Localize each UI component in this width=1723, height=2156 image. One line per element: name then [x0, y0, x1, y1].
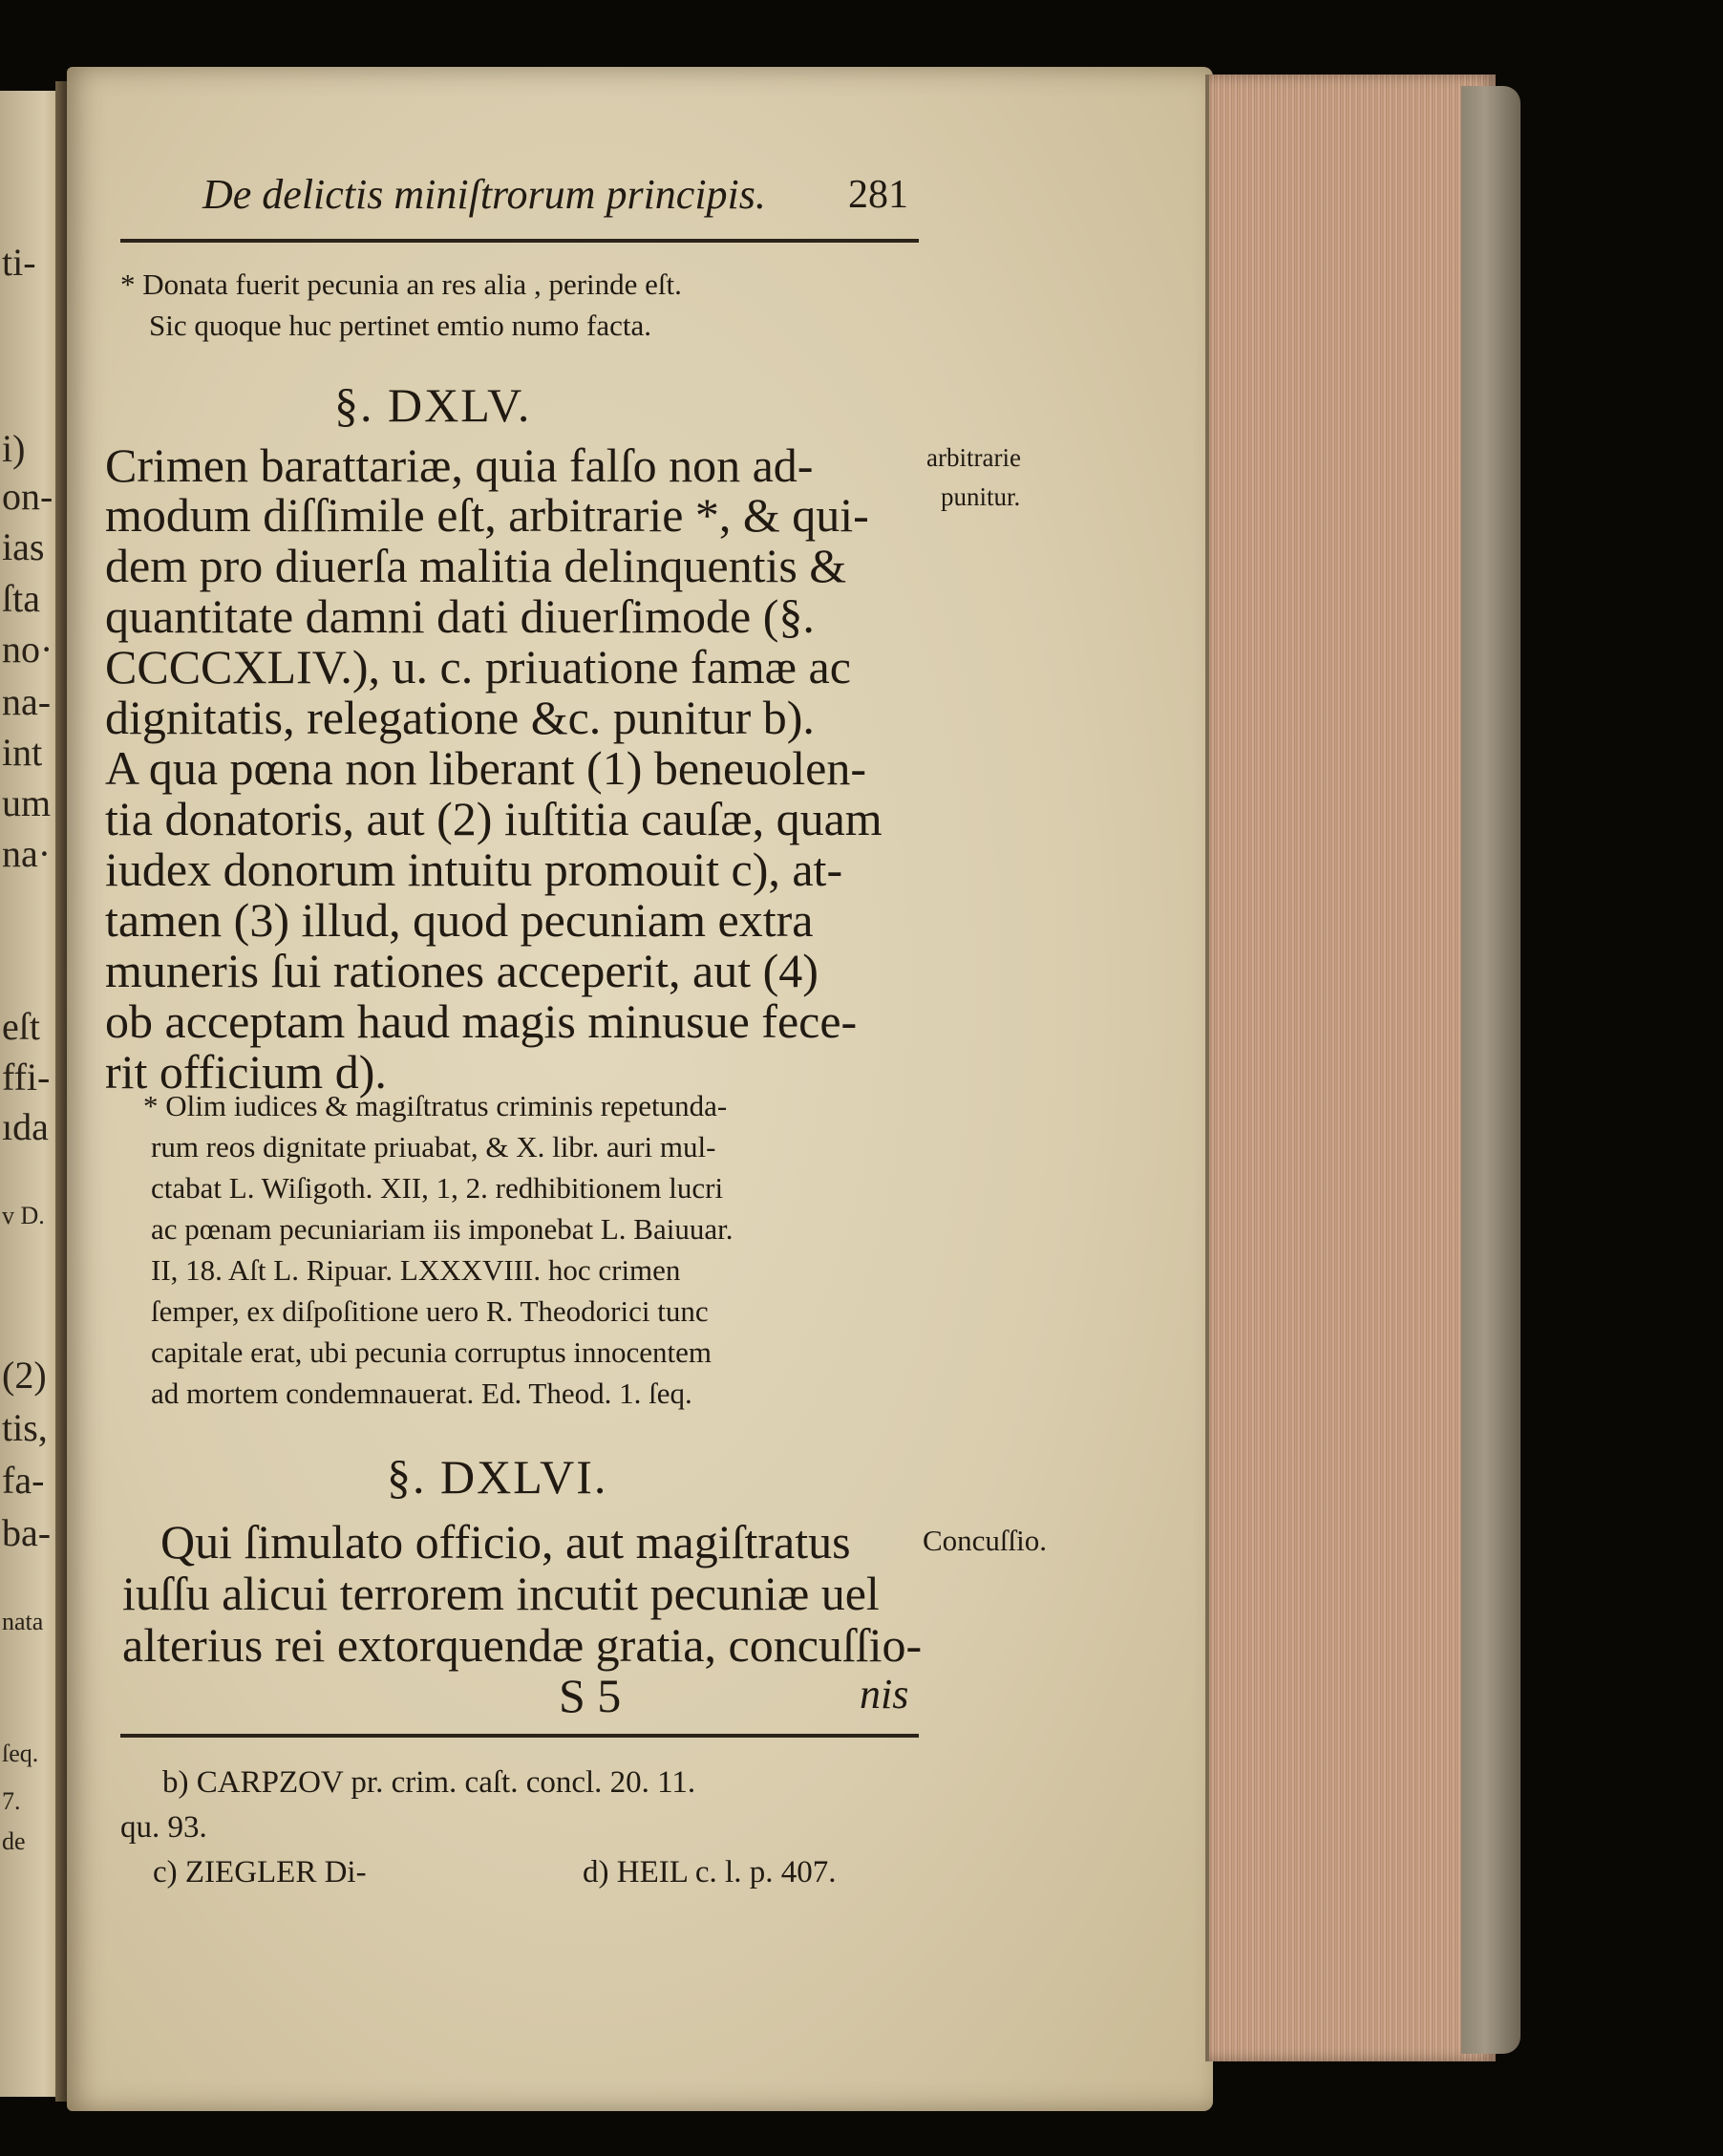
- margin-note: Concuſſio.: [923, 1524, 1048, 1557]
- footnote-top-line: * Donata fuerit pecunia an res alia , perinde eſt.: [120, 267, 682, 301]
- left-page-fragment: (2): [2, 1354, 47, 1397]
- body-line: dignitatis, relegatione &c. punitur b).: [105, 691, 815, 744]
- body-line: tamen (3) illud, quod pecuniam extra: [105, 893, 814, 947]
- citation-line: c) ZIEGLER Di-: [153, 1855, 367, 1889]
- body-line: iudex donorum intuitu promouit c), at-: [105, 843, 843, 896]
- page-number: 281: [848, 173, 908, 217]
- footnote-line: ad mortem condemnauerat. Ed. Theod. 1. ſeq.: [151, 1377, 692, 1410]
- running-head: De delictis miniſtrorum principis.: [202, 171, 766, 218]
- left-page-fragment: ti-: [2, 241, 36, 284]
- citation-line: qu. 93.: [120, 1810, 207, 1845]
- body-line: quantitate damni dati diuerſimode (§.: [105, 589, 815, 643]
- body-line: muneris ſui rationes acceperit, aut (4): [105, 944, 819, 997]
- footnote-line: capitale erat, ubi pecunia corruptus innocentem: [151, 1335, 713, 1369]
- catchword: nis: [860, 1671, 909, 1718]
- body-line: alterius rei extorquendæ gratia, concuſſio-: [122, 1618, 923, 1672]
- left-page-fragment: na-: [2, 680, 52, 723]
- citation-line: d) HEIL c. l. p. 407.: [583, 1855, 837, 1889]
- left-page-fragment: um: [2, 781, 52, 824]
- left-page-fragment: no·: [2, 628, 53, 671]
- footnote-line: rum reos dignitate priuabat, & X. libr. auri mul-: [151, 1130, 716, 1163]
- page-edges: [1205, 75, 1496, 2061]
- body-line: tia donatoris, aut (2) iuſtitia cauſæ, quam: [105, 792, 883, 845]
- left-page-fragment: eſt: [2, 1005, 40, 1048]
- body-line: A qua pœna non liberant (1) beneuolen-: [105, 741, 866, 795]
- book-cover-edge: [1461, 86, 1521, 2054]
- left-page-fragment: nata: [2, 1608, 44, 1635]
- left-page-fragment: 7.: [2, 1787, 21, 1815]
- body-line: rit officium d).: [105, 1045, 387, 1099]
- body-line: iuſſu alicui terrorem incutit pecuniæ uel: [122, 1567, 880, 1620]
- left-page-fragment: on-: [2, 475, 53, 518]
- left-page-fragment: ıda: [2, 1105, 49, 1148]
- section-heading: §. DXLV.: [334, 378, 532, 432]
- left-page-fragment: ias: [2, 525, 45, 568]
- left-page-fragment: ſeq.: [2, 1740, 39, 1767]
- left-page-fragment: ffi-: [2, 1056, 51, 1099]
- head-rule: [120, 239, 919, 243]
- footer-rule: [120, 1734, 919, 1738]
- body-line: Crimen barattariæ, quia falſo non ad-: [105, 438, 814, 492]
- section-heading: §. DXLVI.: [387, 1450, 608, 1504]
- left-page-fragment: fa-: [2, 1459, 45, 1502]
- left-page-fragment: ba-: [2, 1511, 52, 1554]
- left-page-fragment: v D.: [2, 1202, 45, 1229]
- signature-mark: S 5: [559, 1669, 622, 1722]
- left-page-fragment: tis,: [2, 1406, 48, 1449]
- left-page-fragment: ſta: [2, 577, 40, 620]
- footnote-line: ac pœnam pecuniariam iis imponebat L. Baiuuar.: [151, 1212, 734, 1246]
- footnote-line: II, 18. Aſt L. Ripuar. LXXXVIII. hoc crimen: [151, 1253, 681, 1287]
- citation-line: b) CARPZOV pr. crim. caſt. concl. 20. 11.: [162, 1765, 696, 1800]
- body-line: CCCCXLIV.), u. c. priuatione famæ ac: [105, 640, 851, 694]
- body-line: modum diſſimile eſt, arbitrarie *, & qui-: [105, 488, 869, 542]
- body-line: dem pro diuerſa malitia delinquentis &: [105, 539, 847, 592]
- left-page-fragment: de: [2, 1827, 26, 1855]
- footnote-line: ctabat L. Wiſigoth. XII, 1, 2. redhibitionem lucri: [151, 1171, 724, 1205]
- footnote-line: ſemper, ex diſpoſitione uero R. Theodorici tunc: [151, 1294, 709, 1328]
- facing-page-left: [0, 91, 63, 2097]
- margin-note: arbitrarie: [926, 443, 1021, 472]
- left-page-fragment: na·: [2, 832, 52, 875]
- left-page-fragment: int: [2, 731, 43, 774]
- footnote-line: * Olim iudices & magiſtratus criminis repetunda-: [143, 1089, 728, 1122]
- margin-note: punitur.: [941, 482, 1021, 511]
- left-page-fragment: i): [2, 427, 26, 470]
- footnote-top-line: Sic quoque huc pertinet emtio numo facta.: [149, 309, 651, 342]
- body-line: ob acceptam haud magis minusue fece-: [105, 994, 858, 1048]
- body-line: Qui ſimulato officio, aut magiſtratus: [160, 1515, 851, 1569]
